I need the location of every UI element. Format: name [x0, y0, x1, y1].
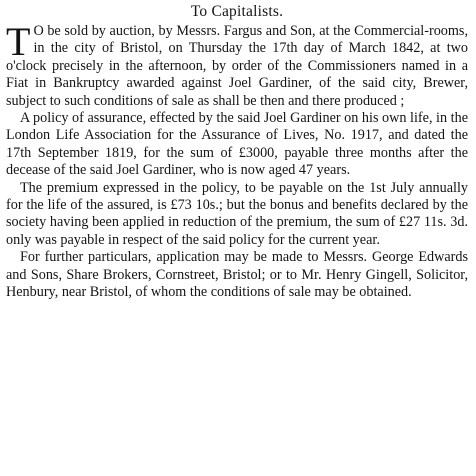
drop-cap-letter: T — [6, 19, 31, 64]
notice-title: To Capitalists. — [190, 3, 284, 20]
paragraph-further-particulars: For further particulars, application may be made to Messrs. George Edwards and Sons, Share Brokers, Cornstreet, Bristol; or to Mr. Henry Gingell, Solicitor, Henbury, near Bristol, of whom the conditions of sale may be obtained. — [6, 249, 468, 301]
notice-page — [6, 3, 468, 302]
paragraph-auction-text: O be sold by auction, by Messrs. Fargus and Son, at the Commercial-rooms, in the city of Bristol, on Thursday the 17th day of March 1842, at two o'clock precisely in the afternoon, by order of the Commissioners named in a Fiat in Bankruptcy awarded against Joel Gardiner, of the said city, Brewer, subject to such conditions of sale as shall be then and there produced ; — [6, 23, 468, 109]
paragraph-premium-details: The premium expressed in the policy, to be payable on the 1st July annually for the life of the assured, is £73 10s.; but the bonus and benefits declared by the society having been applied in reduction of the premium, the sum of £27 11s. 3d. only was payable in respect of the said policy for the current year. — [6, 179, 468, 248]
paragraph-auction-details — [6, 19, 468, 110]
paragraph-policy-description: A policy of assurance, effected by the said Joel Gardiner on his own life, in the London Life Association for the Assurance of Lives, No. 1917, and dated the 17th September 1819, for the sum of £3000, payable three months after the decease of the said Joel Gardiner, who is now aged 47 years. — [6, 110, 468, 179]
